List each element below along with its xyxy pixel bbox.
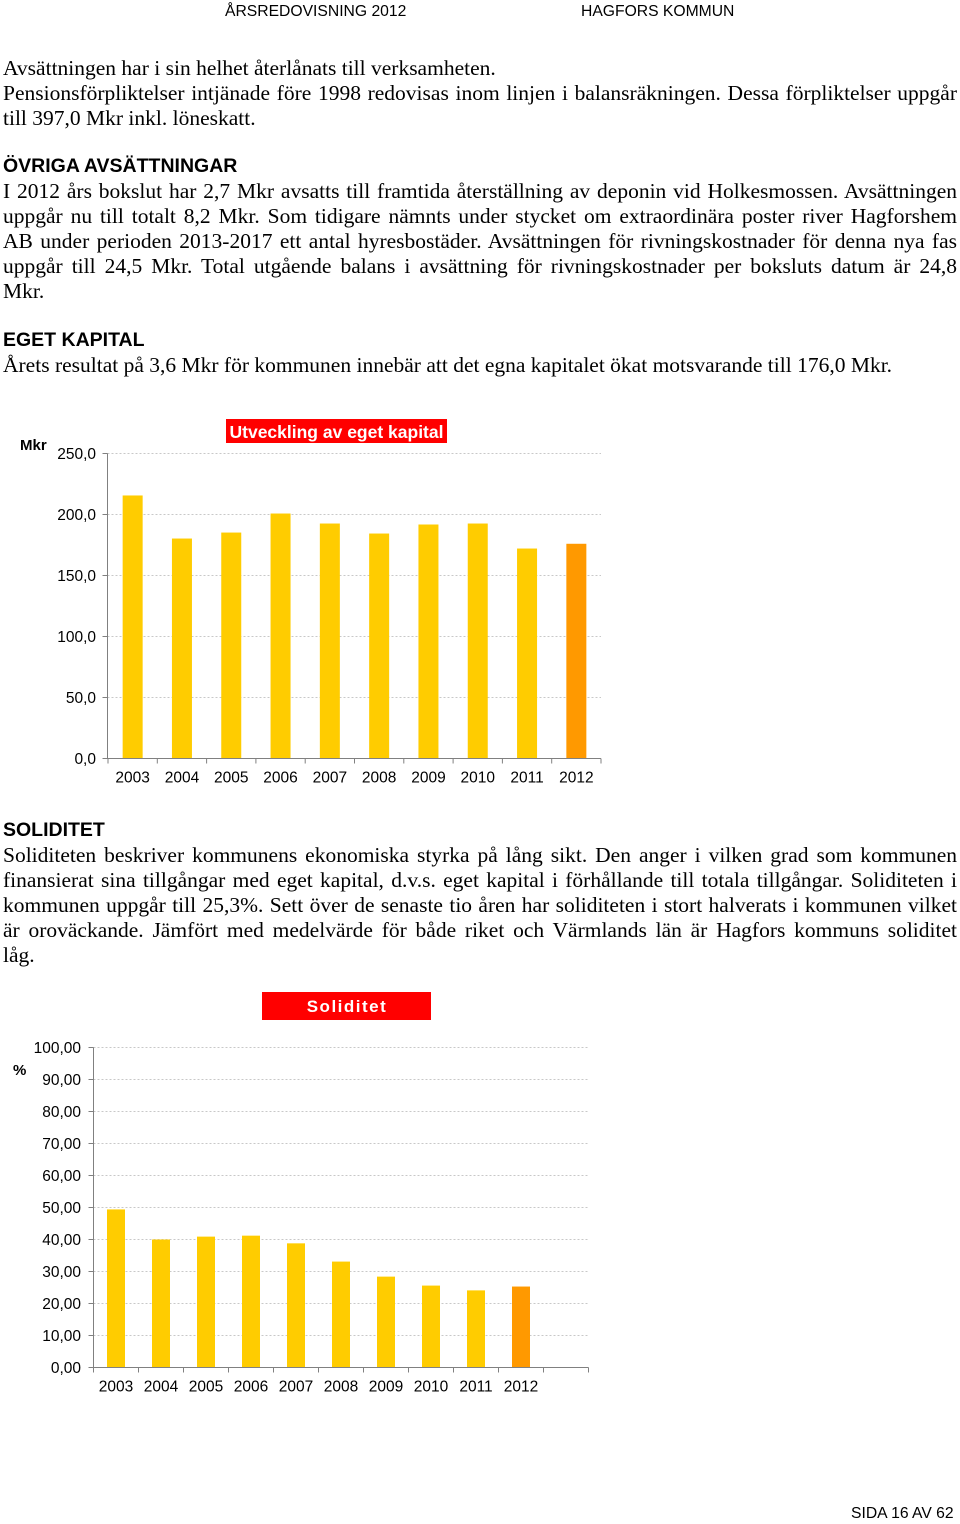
text-line: låg. <box>3 942 35 967</box>
x-tick-label: 2008 <box>361 769 397 787</box>
y-tick-label: 100,00 <box>33 1040 81 1057</box>
y-axis-unit-label: Mkr <box>20 437 47 454</box>
solidity-paragraph <box>3 843 957 968</box>
text-line: kommunen uppgår till 25,3%. Sett över de senaste tio åren har soliditeten i stort halverats i kommunen vilket <box>3 892 957 917</box>
bars <box>107 1209 530 1367</box>
text-line: är oroväckande. Jämfört med medelvärde för både riket och Värmlands län är Hagfors kommuns soliditet <box>3 917 957 942</box>
x-tick-label: 2008 <box>323 1378 359 1396</box>
y-axis-unit-label: % <box>13 1062 27 1079</box>
y-tick-label: 150,0 <box>57 568 96 585</box>
report-title-header: ÅRSREDOVISNING 2012 <box>225 3 407 20</box>
x-tick-label: 2010 <box>413 1378 449 1396</box>
y-tick-label: 10,00 <box>42 1328 81 1345</box>
text-line: I 2012 års bokslut har 2,7 Mkr avsatts till framtida återställning av deponin vid Holkesmossen. Avsättningen <box>3 178 957 203</box>
y-tick-label: 30,00 <box>42 1264 81 1281</box>
text-line: Mkr. <box>3 278 45 303</box>
bar-2005 <box>197 1237 215 1368</box>
x-tick-label: 2006 <box>233 1378 269 1396</box>
bar-2005 <box>221 533 241 759</box>
x-tick-label: 2011 <box>510 769 544 787</box>
text-line: Soliditeten beskriver kommunens ekonomiska styrka på lång sikt. Den anger i vilken grad som kommunen <box>3 842 957 867</box>
y-tick-label: 70,00 <box>42 1136 81 1153</box>
x-tick-label: 2004 <box>143 1378 179 1396</box>
section-heading-equity: EGET KAPITAL <box>3 328 145 351</box>
bars <box>123 495 587 758</box>
text-line: finansierat sina tillgångar med eget kapital, d.v.s. eget kapital i förhållande till totala tillgångar. Soliditeten i <box>3 867 957 892</box>
x-tick-label: 2006 <box>263 769 298 787</box>
chart-title: Soliditet <box>306 997 388 1016</box>
bar-2003 <box>107 1209 125 1367</box>
y-tick-label: 90,00 <box>42 1072 81 1089</box>
y-tick-label: 50,00 <box>42 1200 81 1217</box>
x-tick-label: 2007 <box>312 769 348 787</box>
x-tick-label: 2003 <box>115 769 150 787</box>
section-heading-solidity: SOLIDITET <box>3 818 105 841</box>
text-line: till 397,0 Mkr inkl. löneskatt. <box>3 105 256 130</box>
pension-provisions-text <box>3 56 957 131</box>
x-tick-label: 2007 <box>278 1378 314 1396</box>
y-tick-label: 0,00 <box>50 1360 81 1377</box>
x-tick-label: 2003 <box>98 1378 134 1396</box>
x-tick-label: 2005 <box>188 1378 224 1396</box>
x-tick-label: 2012 <box>559 769 594 787</box>
x-tick-label: 2012 <box>503 1378 539 1396</box>
y-tick-label: 80,00 <box>42 1104 81 1121</box>
bar-2006 <box>271 514 291 759</box>
y-tick-label: 40,00 <box>42 1232 81 1249</box>
equity-paragraph <box>3 353 957 378</box>
y-tick-label: 60,00 <box>42 1168 81 1185</box>
y-tick-label: 20,00 <box>42 1296 81 1313</box>
text-line: uppgår till 24,5 Mkr. Total utgående balans i avsättning för rivningskostnader per boksluts datum är 24,8 <box>3 253 957 278</box>
bar-2003 <box>123 495 143 758</box>
x-tick-label: 2004 <box>164 769 200 787</box>
text-line: Avsättningen har i sin helhet återlånats till verksamheten. <box>3 55 496 80</box>
bar-2008 <box>332 1262 350 1368</box>
x-tick-label: 2010 <box>460 769 495 787</box>
solidity-chart <box>0 980 620 1410</box>
bar-2012 <box>566 544 586 759</box>
bar-2010 <box>468 524 488 759</box>
y-tick-label: 200,0 <box>57 507 96 524</box>
bar-2007 <box>320 524 340 759</box>
equity-development-chart <box>0 400 620 800</box>
municipality-header: HAGFORS KOMMUN <box>581 3 735 20</box>
bar-2008 <box>369 534 389 759</box>
page-number: SIDA 16 AV 62 <box>851 1505 954 1522</box>
y-tick-label: 50,0 <box>65 690 96 707</box>
x-tick-label: 2011 <box>459 1378 493 1396</box>
bar-2007 <box>287 1243 305 1367</box>
bar-2006 <box>242 1236 260 1368</box>
x-tick-label: 2005 <box>214 769 249 787</box>
y-tick-label: 100,0 <box>57 629 96 646</box>
y-tick-label: 250,0 <box>57 446 96 463</box>
text-line: Årets resultat på 3,6 Mkr för kommunen innebär att det egna kapitalet ökat motsvarande till 176,0 Mkr. <box>3 352 893 377</box>
bar-2009 <box>418 525 438 759</box>
bar-2012 <box>512 1287 530 1368</box>
x-tick-label: 2009 <box>368 1378 404 1396</box>
bar-2009 <box>377 1277 395 1368</box>
text-line: AB under perioden 2013-2017 ett antal hyresbostäder. Avsättningen för rivningskostnader för denna nya fas <box>3 228 957 253</box>
bar-2004 <box>172 539 192 759</box>
text-line: uppgår nu till totalt 8,2 Mkr. Som tidigare nämnts under stycket om extraordinära poster river Hagforshem <box>3 203 957 228</box>
bar-2011 <box>517 549 537 759</box>
x-tick-label: 2009 <box>411 769 446 787</box>
bar-2004 <box>152 1240 170 1368</box>
bar-2010 <box>422 1286 440 1368</box>
text-line: Pensionsförpliktelser intjänade före 1998 redovisas inom linjen i balansräkningen. Dessa förpliktelser uppgår <box>3 80 957 105</box>
y-tick-label: 0,0 <box>74 751 96 768</box>
bar-2011 <box>467 1290 485 1367</box>
section-heading-other-provisions: ÖVRIGA AVSÄTTNINGAR <box>3 154 238 177</box>
chart-title: Utveckling av eget kapital <box>229 422 444 442</box>
other-provisions-paragraph <box>3 179 957 304</box>
